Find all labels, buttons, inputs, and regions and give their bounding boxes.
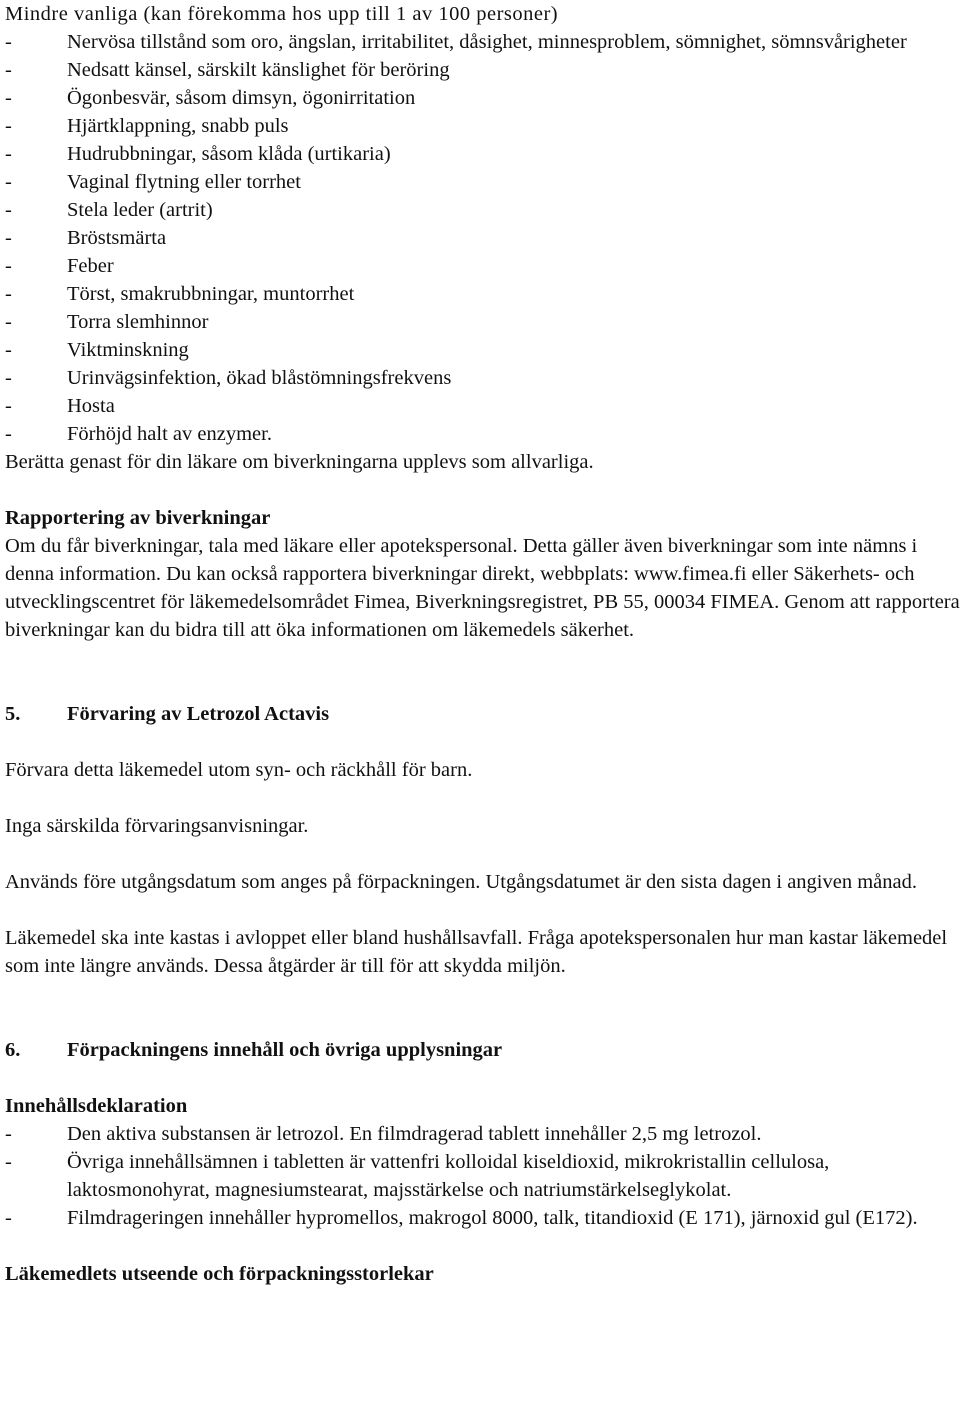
list-item: - Torra slemhinnor — [5, 308, 960, 336]
list-item: - Nervösa tillstånd som oro, ängslan, irritabilitet, dåsighet, minnesproblem, sömnighet, sömnsvårigheter — [5, 28, 960, 56]
section-5-paragraph: Används före utgångsdatum som anges på förpackningen. Utgångsdatumet är den sista dagen i angiven månad. — [5, 871, 917, 893]
list-item: - Nedsatt känsel, särskilt känslighet för beröring — [5, 56, 960, 84]
list-item: - Den aktiva substansen är letrozol. En filmdragerad tablett innehåller 2,5 mg letrozol. — [5, 1120, 960, 1148]
list-item: - Filmdrageringen innehåller hypromellos, makrogol 8000, talk, titandioxid (E 171), järnoxid gul (E172). — [5, 1204, 960, 1232]
list-item: - Törst, smakrubbningar, muntorrhet — [5, 280, 960, 308]
section-6-number: 6. — [5, 1039, 21, 1061]
section-5-paragraph: Läkemedel ska inte kastas i avloppet eller bland hushållsavfall. Fråga apotekspersonalen hur man kastar läkemedel som inte längre används. Dessa åtgärder är till för att skydda miljön. — [5, 927, 948, 977]
list-item: - Bröstsmärta — [5, 224, 960, 252]
appearance-title: Läkemedlets utseende och förpackningsstorlekar — [5, 1263, 434, 1285]
list-item: - Hudrubbningar, såsom klåda (urtikaria) — [5, 140, 960, 168]
side-effects-list — [5, 28, 960, 448]
contents-list — [5, 1120, 960, 1232]
contents-subtitle: Innehållsdeklaration — [5, 1095, 188, 1117]
list-item: - Viktminskning — [5, 336, 960, 364]
list-item: - Stela leder (artrit) — [5, 196, 960, 224]
list-item: - Ögonbesvär, såsom dimsyn, ögonirritation — [5, 84, 960, 112]
list-item: - Vaginal flytning eller torrhet — [5, 168, 960, 196]
section-5-heading — [5, 700, 960, 728]
list-item: - Hjärtklappning, snabb puls — [5, 112, 960, 140]
list-item: - Förhöjd halt av enzymer. — [5, 420, 960, 448]
section-5-paragraph: Inga särskilda förvaringsanvisningar. — [5, 815, 309, 837]
section-6-title: Förpackningens innehåll och övriga upplysningar — [67, 1039, 503, 1061]
reporting-text: Om du får biverkningar, tala med läkare eller apotekspersonal. Detta gäller även biverkningar som inte nämns i denna information. Du kan också rapportera biverkningar direkt, webbplats: www.fimea.fi eller Säkerhets- och utvecklingscentret för läkemedelsområdet Fimea, Biverkningsregistret, PB 55, 00034 FIMEA. Genom att rapportera biverkningar kan du bidra till att öka informationen om läkemedels säkerhet. — [5, 535, 960, 641]
section-5-number: 5. — [5, 703, 21, 725]
list-item: - Urinvägsinfektion, ökad blåstömningsfrekvens — [5, 364, 960, 392]
side-effects-heading: Mindre vanliga (kan förekomma hos upp till 1 av 100 personer) — [5, 3, 559, 25]
list-item: - Feber — [5, 252, 960, 280]
side-effects-note: Berätta genast för din läkare om biverkningarna upplevs som allvarliga. — [5, 451, 594, 473]
list-item: - Hosta — [5, 392, 960, 420]
reporting-title: Rapportering av biverkningar — [5, 507, 271, 529]
section-6-heading — [5, 1036, 960, 1064]
section-5-title: Förvaring av Letrozol Actavis — [67, 703, 330, 725]
section-5-paragraph: Förvara detta läkemedel utom syn- och räckhåll för barn. — [5, 759, 473, 781]
list-item: - Övriga innehållsämnen i tabletten är vattenfri kolloidal kiseldioxid, mikrokristallin cellulosa, laktosmonohyrat, magnesiumstearat, majsstärkelse och natriumstärkelseglykolat. — [5, 1148, 960, 1204]
